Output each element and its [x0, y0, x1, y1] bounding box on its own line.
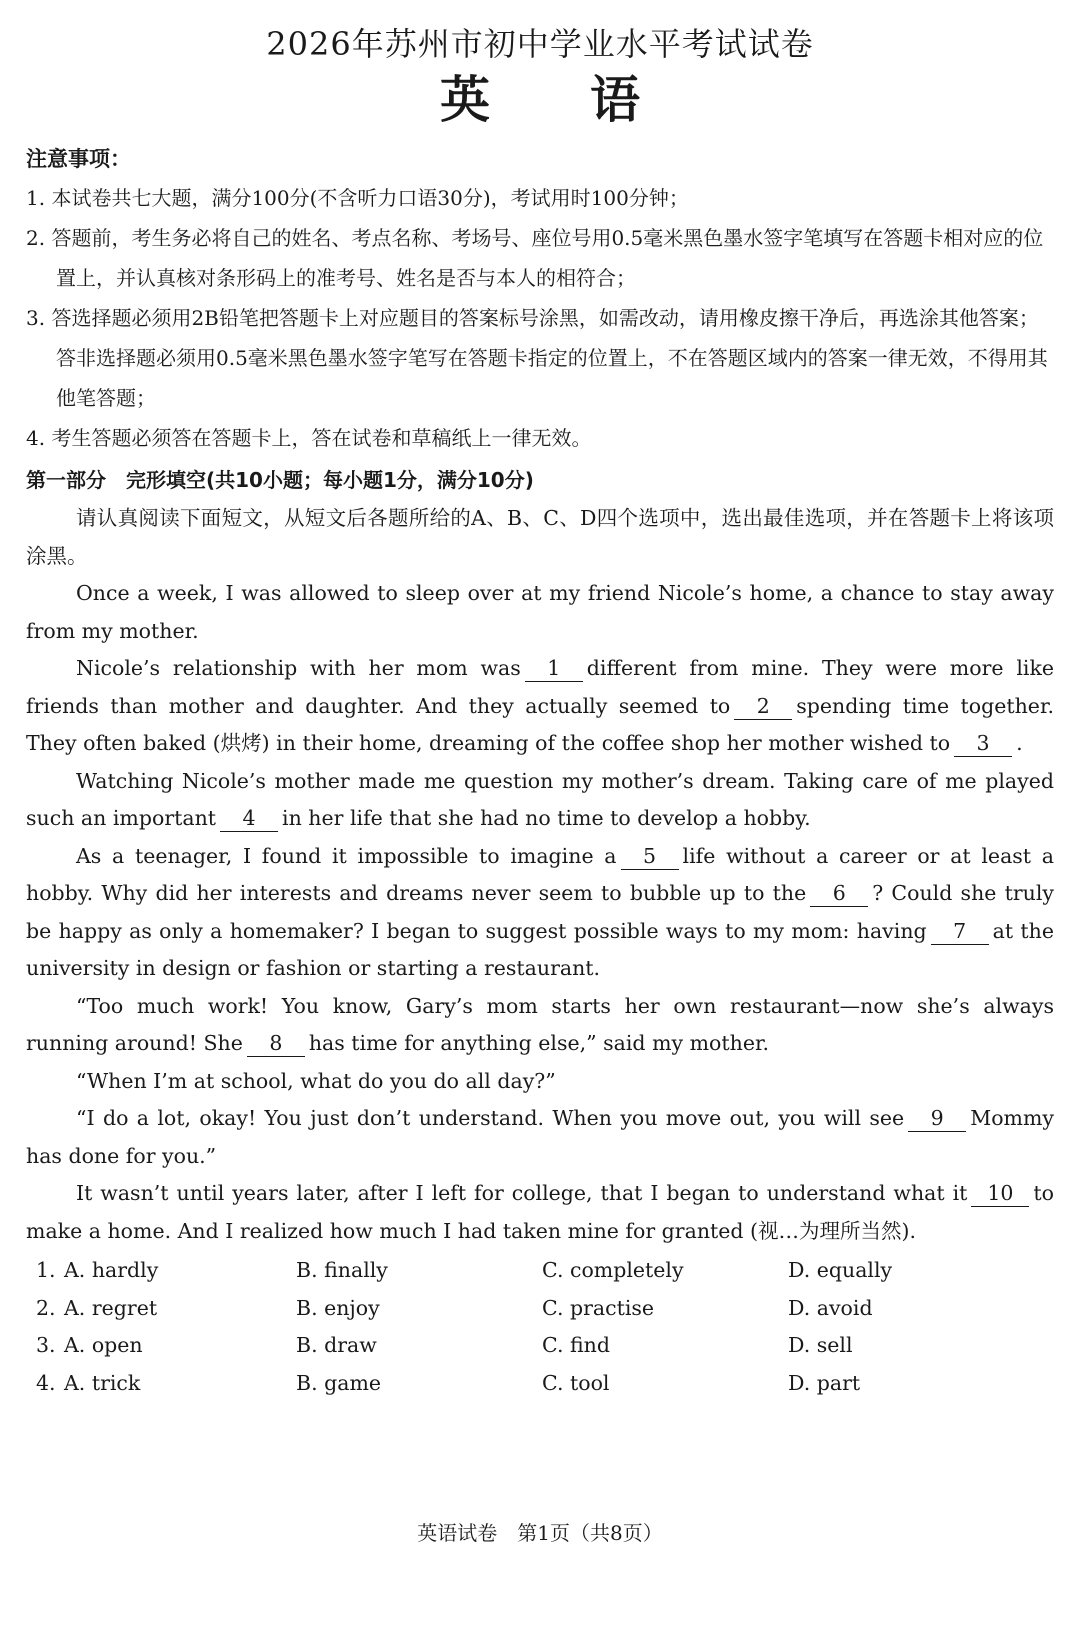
option-b: B. draw	[296, 1333, 377, 1357]
passage-text: Watching Nicole’s mother made me question my mother’s dream. Taking care of me played such an important	[26, 768, 1054, 830]
page-footer: 英语试卷 第1页（共8页）	[417, 1521, 663, 1545]
passage-text: Mommy has done for you.”	[26, 1106, 1054, 1168]
option-b: B. enjoy	[296, 1295, 380, 1320]
option-c: C. practise	[542, 1295, 655, 1320]
option-b: B. game	[296, 1370, 382, 1395]
option-a: A. trick	[64, 1370, 141, 1395]
passage-text: “I do a lot, okay! You just don’t understand. When you move out, you will see	[76, 1106, 905, 1130]
passage-text: “When I’m at school, what do you do all day?”	[76, 1068, 556, 1093]
notice-item: 4. 考生答题必须答在答题卡上，答在试卷和草稿纸上一律无效。	[26, 426, 592, 450]
question-number: 4.	[36, 1370, 56, 1395]
option-row	[26, 1365, 1054, 1403]
passage-paragraph	[26, 1175, 1054, 1250]
passage-paragraph	[26, 763, 1054, 838]
blank-10: 10	[971, 1180, 1029, 1207]
option-a: A. open	[64, 1333, 143, 1357]
passage-text: spending time together. They often baked (烘烤) in their home, dreaming of the coffee shop her mother wished to	[26, 693, 1055, 755]
passage-text: has time for anything else,” said my mother.	[308, 1031, 770, 1055]
passage-text: As a teenager, I found it impossible to imagine a	[76, 843, 617, 868]
notice-item: 1. 本试卷共七大题，满分100分(不含听力口语30分)，考试用时100分钟；	[26, 186, 689, 210]
blank-4: 4	[220, 805, 278, 832]
passage-text: different from mine. They were more like friends than mother and daughter. And they actually seemed to	[26, 656, 1054, 718]
passage-paragraph	[26, 838, 1054, 988]
blank-7: 7	[931, 918, 989, 945]
option-row	[26, 1252, 1054, 1290]
passage-text: “Too much work! You know, Gary’s mom starts her own restaurant—now she’s always running around! She	[26, 993, 1054, 1055]
question-number: 2.	[36, 1295, 56, 1320]
answer-options	[26, 1252, 1054, 1402]
passage-text: in her life that she had no time to develop a hobby.	[282, 806, 811, 830]
option-c: C. find	[542, 1333, 610, 1357]
blank-6: 6	[810, 880, 868, 907]
blank-5: 5	[621, 843, 679, 870]
option-d: D. sell	[788, 1333, 853, 1357]
passage-paragraph	[26, 1100, 1054, 1175]
option-c: C. tool	[542, 1370, 610, 1395]
option-d: D. equally	[788, 1258, 893, 1282]
notice-list	[26, 178, 1054, 458]
part1-heading: 第一部分 完形填空(共10小题；每小题1分，满分10分)	[26, 468, 534, 492]
option-d: D. avoid	[788, 1295, 873, 1320]
option-a: A. regret	[64, 1295, 158, 1320]
notice-item: 2. 答题前，考生务必将自己的姓名、考点名称、考场号、座位号用0.5毫米黑色墨水签字笔填写在答题卡相对应的位置上，并认真核对条形码上的准考号、姓名是否与本人的相符合；	[26, 226, 1044, 290]
option-a: A. hardly	[64, 1258, 159, 1282]
passage-text: Nicole’s relationship with her mom was	[76, 656, 521, 680]
blank-8: 8	[247, 1030, 305, 1057]
blank-1: 1	[525, 655, 583, 682]
passage-text: at the university in design or fashion or starting a restaurant.	[26, 918, 1055, 980]
exam-title: 2026年苏州市初中学业水平考试试卷	[266, 25, 814, 63]
passage-text: It wasn’t until years later, after I left for college, that I began to understand what it	[76, 1181, 968, 1205]
question-number: 1.	[36, 1258, 56, 1282]
passage-paragraph	[26, 575, 1054, 650]
question-number: 3.	[36, 1333, 56, 1357]
option-d: D. part	[788, 1370, 861, 1395]
blank-9: 9	[908, 1105, 966, 1132]
passage-text: Once a week, I was allowed to sleep over at my friend Nicole’s home, a chance to stay away from my mother.	[26, 581, 1054, 643]
notice-item: 3. 答选择题必须用2B铅笔把答题卡上对应题目的答案标号涂黑，如需改动，请用橡皮擦干净后，再选涂其他答案；答非选择题必须用0.5毫米黑色墨水签字笔写在答题卡指定的位置上，不在答题区域内的答案一律无效，不得用其他笔答题；	[26, 306, 1048, 410]
cloze-passage	[26, 575, 1054, 1250]
notice-heading: 注意事项：	[26, 147, 131, 171]
passage-text: ? Could she truly be happy as only a homemaker? I began to suggest possible ways to my mom: having	[26, 881, 1054, 943]
option-row	[26, 1290, 1054, 1328]
passage-text: .	[1016, 731, 1023, 755]
subject-title: 英 语	[440, 71, 640, 129]
option-row	[26, 1327, 1054, 1365]
option-c: C. completely	[542, 1258, 684, 1282]
passage-text: life without a career or at least a hobby. Why did her interests and dreams never seem to bubble up to the	[26, 843, 1054, 905]
blank-2: 2	[734, 693, 792, 720]
passage-paragraph	[26, 650, 1054, 763]
blank-3: 3	[954, 730, 1012, 757]
passage-paragraph	[26, 988, 1054, 1063]
option-b: B. finally	[296, 1258, 388, 1282]
passage-paragraph	[26, 1063, 1054, 1101]
part1-instruction: 请认真阅读下面短文，从短文后各题所给的A、B、C、D四个选项中，选出最佳选项，并在答题卡上将该项涂黑。	[26, 506, 1054, 568]
passage-text: to make a home. And I realized how much I had taken mine for granted (视…为理所当然).	[26, 1181, 1054, 1243]
